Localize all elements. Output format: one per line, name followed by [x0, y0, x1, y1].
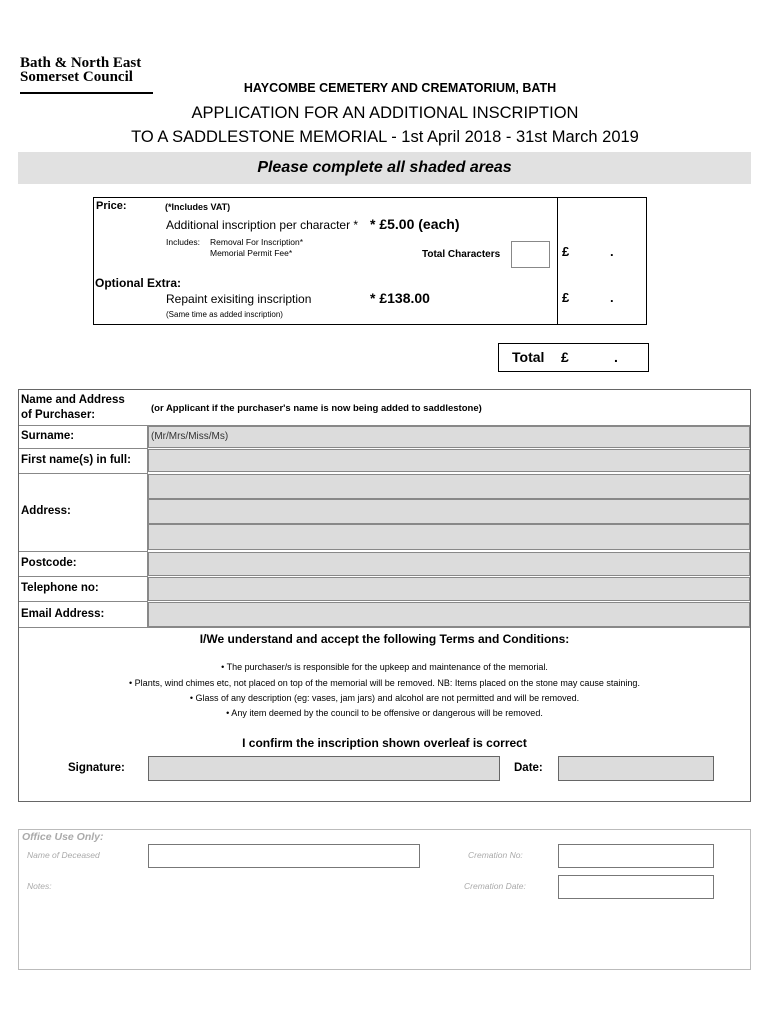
terms-item-3: • Glass of any description (eg: vases, jam jars) and alcohol are not permitted and will be removed.	[189, 693, 580, 703]
date-label: Date:	[514, 762, 543, 774]
logo-line-1: Bath & North East	[20, 55, 142, 71]
purchaser-note: (or Applicant if the purchaser's name is now being added to saddlestone)	[151, 403, 482, 414]
postcode-label: Postcode:	[21, 557, 77, 569]
decimal-point-2: .	[610, 290, 614, 305]
deceased-field[interactable]	[148, 844, 420, 868]
address-line-3[interactable]	[148, 524, 750, 550]
decimal-point-1: .	[610, 244, 614, 259]
telephone-label: Telephone no:	[21, 582, 99, 594]
signature-field[interactable]	[148, 756, 500, 781]
notes-label: Notes:	[27, 881, 52, 891]
date-field[interactable]	[558, 756, 714, 781]
currency-symbol-1: £	[562, 244, 570, 259]
deceased-label: Name of Deceased	[27, 850, 100, 860]
address-label: Address:	[21, 505, 71, 517]
form-title-line-2: TO A SADDLESTONE MEMORIAL - 1st April 2018 - 31st March 2019	[131, 128, 639, 146]
logo-line-2: Somerset Council	[20, 69, 133, 85]
repaint-price: * £138.00	[370, 290, 430, 306]
confirm-statement: I confirm the inscription shown overleaf is correct	[242, 736, 527, 750]
row-divider	[19, 627, 750, 628]
terms-heading: I/We understand and accept the following Terms and Conditions:	[199, 632, 570, 646]
row-divider	[19, 551, 148, 552]
total-currency: £	[561, 349, 569, 365]
repaint-label: Repaint exisiting inscription	[166, 292, 312, 306]
row-divider	[19, 473, 148, 474]
firstname-label: First name(s) in full:	[21, 454, 131, 466]
telephone-field[interactable]	[148, 577, 750, 601]
cremation-no-label: Cremation No:	[468, 850, 523, 860]
terms-item-2: • Plants, wind chimes etc, not placed on top of the memorial will be removed. NB: Items placed on the stone may cause staining.	[129, 678, 640, 688]
vat-note: (*Includes VAT)	[165, 202, 231, 212]
signature-label: Signature:	[68, 762, 125, 774]
price-divider	[557, 198, 558, 324]
form-title-line-1: APPLICATION FOR AN ADDITIONAL INSCRIPTION	[191, 104, 579, 122]
optional-extra-label: Optional Extra:	[95, 276, 182, 290]
org-heading: HAYCOMBE CEMETERY AND CREMATORIUM, BATH	[243, 81, 557, 95]
total-decimal-point: .	[614, 349, 618, 365]
row-divider	[19, 448, 148, 449]
surname-field[interactable]	[148, 426, 750, 448]
includes-label: Includes:	[166, 237, 201, 247]
cremation-date-label: Cremation Date:	[464, 881, 526, 891]
terms-item-1: • The purchaser/s is responsible for the upkeep and maintenance of the memorial.	[221, 662, 548, 672]
currency-symbol-2: £	[562, 290, 570, 305]
per-character-label: Additional inscription per character *	[166, 218, 359, 232]
surname-placeholder: (Mr/Mrs/Miss/Ms)	[151, 431, 229, 442]
repaint-note: (Same time as added inscription)	[166, 310, 283, 319]
cremation-no-field[interactable]	[558, 844, 714, 868]
per-character-price: * £5.00 (each)	[370, 216, 460, 232]
postcode-field[interactable]	[148, 552, 750, 576]
firstname-field[interactable]	[148, 449, 750, 472]
office-use-title: Office Use Only:	[22, 831, 104, 843]
total-characters-label: Total Characters	[422, 249, 501, 260]
council-logo	[20, 56, 141, 84]
address-line-1[interactable]	[148, 474, 750, 499]
row-divider	[19, 576, 148, 577]
row-divider	[19, 601, 148, 602]
terms-item-4: • Any item deemed by the council to be offensive or dangerous will be removed.	[226, 708, 543, 718]
includes-item-2: Memorial Permit Fee*	[210, 248, 293, 258]
email-field[interactable]	[148, 602, 750, 627]
total-label: Total	[512, 349, 545, 365]
instruction-banner: Please complete all shaded areas	[18, 152, 751, 184]
address-line-2[interactable]	[148, 499, 750, 524]
price-label: Price:	[96, 200, 127, 212]
purchaser-heading-2: of Purchaser:	[21, 409, 96, 421]
email-label: Email Address:	[21, 608, 105, 620]
cremation-date-field[interactable]	[558, 875, 714, 899]
includes-item-1: Removal For Inscription*	[210, 237, 304, 247]
total-characters-input[interactable]	[511, 241, 550, 268]
surname-label: Surname:	[21, 430, 75, 442]
purchaser-heading-1: Name and Address	[21, 394, 125, 406]
